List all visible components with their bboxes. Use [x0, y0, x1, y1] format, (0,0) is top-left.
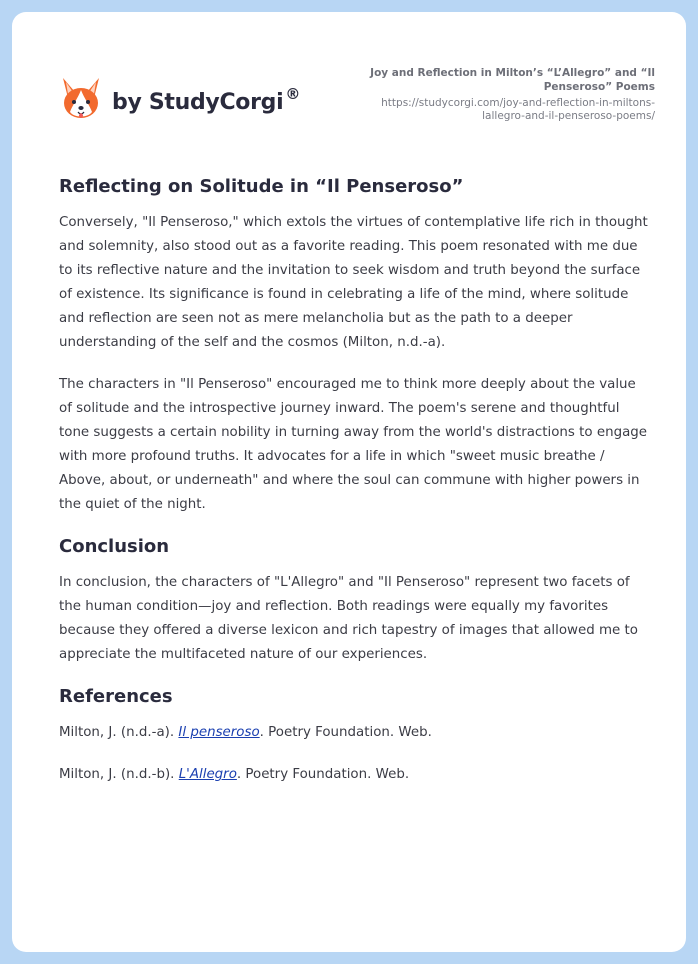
document-page	[12, 12, 686, 952]
reference-item: Milton, J. (n.d.-a). Il penseroso. Poetry Foundation. Web.	[59, 725, 432, 740]
reference-link[interactable]: L'Allegro	[178, 767, 237, 782]
paragraph: The characters in "Il Penseroso" encouraged me to think more deeply about the value of solitude and the introspective journey inward. The poem's serene and thoughtful tone suggests a certain nobility in turning away from the world's distractions to engage with more profound truths. It advocates for a life in which "sweet music breathe / Above, about, or underneath" and where the soul can commune with higher powers in the quiet of the night.	[59, 377, 648, 512]
logo-text: by StudyCorgi ®	[112, 84, 301, 115]
document-title: Joy and Reflection in Milton’s “L’Allegro” and “Il Penseroso” Poems	[370, 67, 655, 93]
studycorgi-logo[interactable]	[60, 76, 300, 122]
corgi-icon	[60, 76, 102, 122]
document-url[interactable]: https://studycorgi.com/joy-and-reflection-in-miltons-lallegro-and-il-penseroso-poems/	[381, 97, 655, 122]
reference-item: Milton, J. (n.d.-b). L'Allegro. Poetry Foundation. Web.	[59, 767, 410, 782]
section-heading-conclusion: Conclusion	[59, 536, 170, 557]
reference-link[interactable]: Il penseroso	[178, 725, 260, 740]
main-content	[59, 175, 651, 805]
paragraph: In conclusion, the characters of "L'Allegro" and "Il Penseroso" represent two facets of the human condition—joy and reflection. Both readings were equally my favorites because they offered a diverse lexicon and rich tapestry of images that allowed me to appreciate the multifaceted nature of our experiences.	[59, 575, 638, 662]
registered-mark: ®	[285, 84, 301, 103]
paragraph: Conversely, "Il Penseroso," which extols the virtues of contemplative life rich in thought and solemnity, also stood out as a favorite reading. This poem resonated with me due to its reflective nature and the invitation to seek wisdom and truth beyond the surface of existence. Its significance is found in celebrating a life of the mind, where solitude and reflection are seen not as mere melancholia but as the path to a deeper understanding of the self and the cosmos (Milton, n.d.-a).	[59, 215, 648, 350]
section-heading-penseroso: Reflecting on Solitude in “Il Penseroso”	[59, 176, 464, 197]
section-heading-references: References	[59, 686, 173, 707]
document-meta	[355, 66, 655, 123]
